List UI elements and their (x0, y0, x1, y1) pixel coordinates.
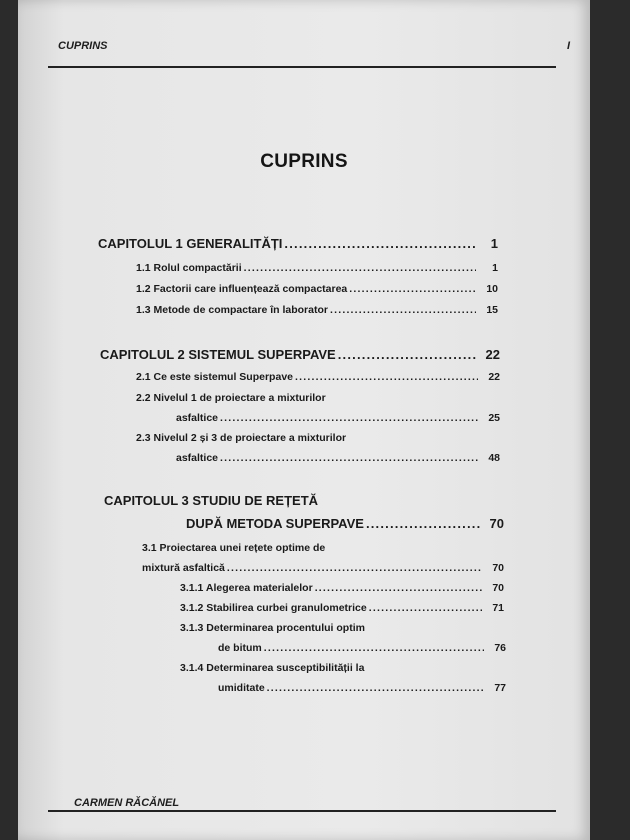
toc-page: 76 (494, 642, 506, 654)
toc-label: mixtură asfaltică (142, 562, 225, 574)
toc-page: 1 (490, 236, 498, 251)
leader-dots (267, 682, 484, 694)
leader-dots (244, 262, 476, 274)
toc-page: 48 (488, 452, 500, 464)
toc-page: 22 (485, 347, 500, 362)
toc-label: 1.1 Rolul compactării (136, 262, 242, 274)
toc-section-3-1-line1: 3.1 Proiectarea unei rețete optime de (142, 542, 326, 554)
toc-label: 2.1 Ce este sistemul Superpave (136, 371, 293, 383)
toc-section-1-2 (136, 283, 498, 295)
toc-label: CAPITOLUL 1 GENERALITĂȚI (98, 236, 283, 251)
leader-dots (315, 582, 482, 594)
running-header (58, 40, 570, 52)
toc-section-3-1-4-line1: 3.1.4 Determinarea susceptibilității la (180, 662, 365, 674)
toc-page: 70 (492, 562, 504, 574)
toc-page: 77 (494, 682, 506, 694)
toc-title: CUPRINS (260, 151, 348, 172)
running-header-title: CUPRINS (58, 40, 108, 52)
toc-section-3-1 (142, 562, 504, 574)
toc-chapter-2 (100, 347, 500, 362)
toc-label: 3.1.2 Stabilirea curbei granulometrice (180, 602, 367, 614)
leader-dots (227, 562, 482, 574)
toc-page: 15 (486, 304, 498, 316)
toc-page: 70 (492, 582, 504, 594)
document-page (18, 0, 590, 840)
toc-page: 25 (488, 412, 500, 424)
footer-rule (48, 810, 556, 812)
leader-dots (295, 371, 478, 383)
toc-section-2-1 (136, 371, 500, 383)
leader-dots (330, 304, 476, 316)
leader-dots (349, 283, 476, 295)
toc-section-3-1-2 (180, 602, 504, 614)
toc-chapter-1 (98, 236, 498, 251)
toc-page: 10 (486, 283, 498, 295)
toc-section-3-1-3-line1: 3.1.3 Determinarea procentului optim (180, 622, 365, 634)
toc-page: 70 (489, 516, 504, 531)
toc-label: asfaltice (176, 452, 219, 464)
toc-section-2-2 (176, 412, 500, 424)
page-number: I (566, 40, 570, 52)
toc-label: DUPĂ METODA SUPERPAVE (186, 516, 364, 531)
leader-dots (366, 516, 482, 531)
toc-section-3-1-3 (218, 642, 506, 654)
footer-author: CARMEN RĂCĂNEL (74, 797, 180, 809)
leader-dots (284, 236, 476, 251)
leader-dots (264, 642, 484, 654)
toc-section-2-2-line1: 2.2 Nivelul 1 de proiectare a mixturilor (136, 392, 326, 404)
toc-section-1-1 (136, 262, 498, 274)
toc-section-2-3 (176, 452, 500, 464)
header-rule (48, 66, 556, 68)
toc-page: 71 (492, 602, 504, 614)
toc-label: CAPITOLUL 2 SISTEMUL SUPERPAVE (100, 347, 336, 362)
leader-dots (338, 347, 478, 362)
toc-label: de bitum (218, 642, 262, 654)
toc-label: 3.1.1 Alegerea materialelor (180, 582, 313, 594)
leader-dots (369, 602, 482, 614)
toc-chapter-3-line1: CAPITOLUL 3 STUDIU DE REȚETĂ (104, 493, 319, 508)
leader-dots (220, 412, 478, 424)
toc-section-1-3 (136, 304, 498, 316)
toc-page: 1 (492, 262, 498, 274)
toc-page: 22 (488, 371, 500, 383)
leader-dots (220, 452, 478, 464)
toc-section-3-1-4 (218, 682, 506, 694)
toc-section-3-1-1 (180, 582, 504, 594)
toc-label: 1.3 Metode de compactare în laborator (136, 304, 328, 316)
toc-section-2-3-line1: 2.3 Nivelul 2 și 3 de proiectare a mixturilor (136, 432, 347, 444)
toc-label: umiditate (218, 682, 265, 694)
toc-chapter-3 (186, 516, 504, 531)
toc-label: asfaltice (176, 412, 219, 424)
toc-label: 1.2 Factorii care influențează compactarea (136, 283, 348, 295)
